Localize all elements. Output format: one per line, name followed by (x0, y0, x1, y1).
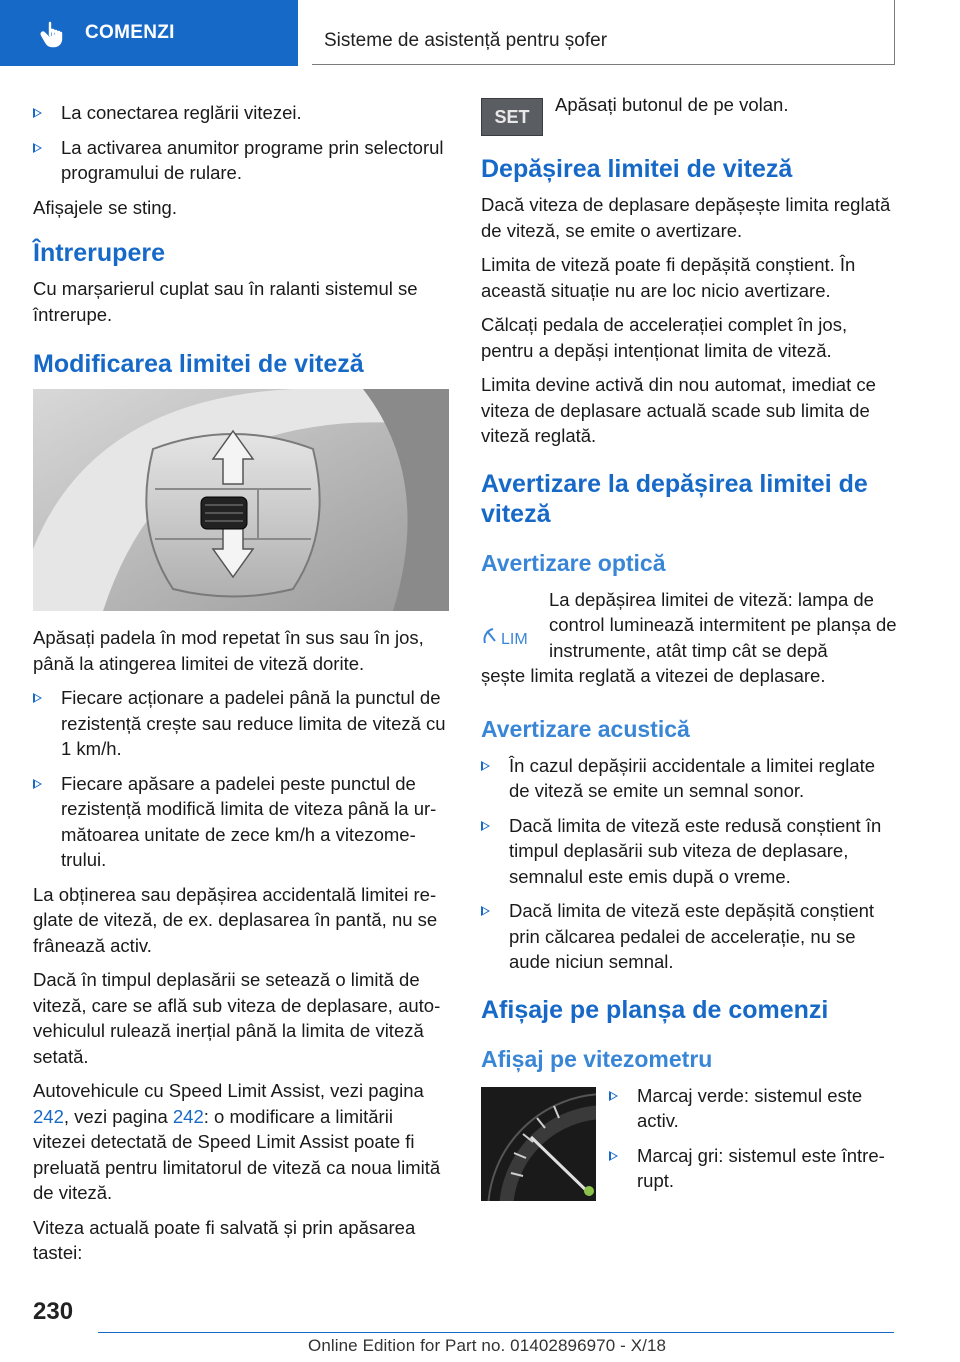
hand-pointer-icon (40, 20, 68, 48)
heading-afisaje: Afișaje pe planșa de comenzi (481, 995, 829, 1024)
bullet-triangle-icon (481, 761, 490, 771)
speedometer-image (481, 1087, 596, 1201)
list-item: La activarea anumitor programe prin selectorul programului de rulare. (33, 135, 449, 186)
paragraph-set: Apăsați butonul de pe volan. (555, 94, 789, 115)
bullet-triangle-icon (33, 143, 42, 153)
heading-intrerupere: Întrerupere (33, 239, 165, 267)
footer-edition: Online Edition for Part no. 01402896970 - X/18 (308, 1336, 667, 1355)
chapter-tab-label: COMENZI (85, 22, 175, 43)
heading-depasirea: Depășirea limitei de viteză (481, 155, 793, 183)
list-item: Fiecare acționare a padelei până la punctul de rezistență crește sau reduce limita de viteză cu 1 km/h. (33, 685, 449, 762)
speed-limit-indicator-icon (481, 623, 537, 647)
heading-optica: Avertizare optică (481, 549, 666, 576)
paragraph-speed-limit-assist: Autovehicule cu Speed Limit Assist, vezi pagina 242, vezi pagina 242: o modificare a limitării vitezei detectată de Speed Limit Assist poate fi preluată pentru limitatorul de viteză ca noua limită de viteză. (33, 1080, 441, 1203)
heading-acustica: Avertizare acustică (481, 715, 690, 742)
bullet-triangle-icon (33, 108, 42, 118)
paragraph-obtinerea: La obținerea sau depășirea accidentală limitei reglate de viteză, de ex. deplasarea în pantă, nu se frânează activ. (33, 883, 438, 956)
paragraph-apasati: Apăsați padela în mod repetat în sus sau în jos, până la atingerea limitei de viteză dorite. (33, 627, 424, 674)
bullet-triangle-icon (33, 779, 42, 789)
lim-indicator-row (481, 587, 899, 689)
list-item: În cazul depășirii accidentale a limitei reglate de viteză se emite un semnal sonor. (481, 753, 899, 804)
paragraph-dep1: Dacă viteza de deplasare depășește limita reglată de viteză, se emite o avertizare. (481, 194, 891, 241)
page-link-242-second[interactable]: 242 (172, 1105, 204, 1127)
list-item: Marcaj gri: sistemul este întrerupt. (609, 1143, 899, 1194)
steering-wheel-illustration (33, 389, 449, 611)
page-link-242[interactable]: 242 (33, 1105, 64, 1127)
bullet-list-padela (33, 685, 449, 873)
footer-divider (98, 1332, 894, 1333)
lim-label: LIM (501, 630, 528, 647)
section-header (312, 0, 895, 65)
set-button-icon: SET (481, 98, 543, 136)
list-item: Marcaj verde: sistemul este activ. (609, 1083, 899, 1134)
list-item: Fiecare apăsare a padelei peste punctul de rezistență modifică limita de viteza până la următoarea unitate de zece km/h a vitezometrului. (33, 771, 449, 873)
heading-avertizare: Avertizare la depășirea limitei de viteză (481, 469, 868, 528)
left-column (33, 100, 449, 1275)
chapter-tab[interactable] (0, 0, 298, 66)
section-title: Sisteme de asistență pentru șofer (324, 30, 608, 51)
paragraph-intrerupere: Cu marșarierul cuplat sau în ralanti sistemul se întrerupe. (33, 278, 418, 325)
heading-vitezometru: Afișaj pe vitezometru (481, 1045, 713, 1072)
paragraph-daca: Dacă în timpul deplasării se setează o limită de viteză, care se află sub viteza de deplasare, autovehiculul rulează inerțial până la limita de viteză setată. (33, 969, 441, 1067)
set-button-row (481, 88, 899, 140)
list-item: Dacă limita de viteză este depășită conștient prin călcarea pedalei de accelerație, nu se aude niciun semnal. (481, 898, 899, 975)
bullet-list-top (33, 100, 449, 186)
paragraph-viteza: Viteza actuală poate fi salvată și prin apăsarea tastei: (33, 1216, 416, 1263)
bullet-list-acustica (481, 753, 899, 975)
list-item: La conectarea reglării vitezei. (33, 100, 449, 126)
bullet-triangle-icon (481, 906, 490, 916)
bullet-triangle-icon (609, 1091, 618, 1101)
paragraph-optica-cont: șește limita reglată a vitezei de deplasare. (481, 665, 826, 686)
page-number: 230 (33, 1298, 74, 1325)
right-column (481, 94, 899, 1201)
speedometer-row (481, 1083, 899, 1201)
paragraph-dep4: Limita devine activă din nou automat, imediat ce viteza de deplasare actuală scade sub limita de viteză reglată. (481, 374, 876, 446)
paragraph-dep2: Limita de viteză poate fi depășită conștient. În această situație nu are loc nicio avertizare. (481, 254, 856, 301)
steering-wheel-paddle-image (33, 389, 449, 611)
heading-modificare: Modificarea limitei de viteză (33, 350, 364, 378)
bullet-triangle-icon (481, 821, 490, 831)
bullet-triangle-icon (33, 693, 42, 703)
bullet-triangle-icon (609, 1151, 618, 1161)
list-item: Dacă limita de viteză este redusă conștient în timpul deplasării sub viteza de deplasare, semnalul este emis după o vreme. (481, 813, 899, 890)
paragraph-optica-indent: La depășirea limitei de viteză: lampa de control luminează intermitent pe planșa de instrumente, atât timp cât se depă (549, 588, 897, 661)
paragraph-dep3: Călcați pedala de accelerației complet în jos, pentru a depăși intenționat limita de viteză. (481, 314, 848, 361)
paragraph-afisajele: Afișajele se sting. (33, 196, 177, 218)
